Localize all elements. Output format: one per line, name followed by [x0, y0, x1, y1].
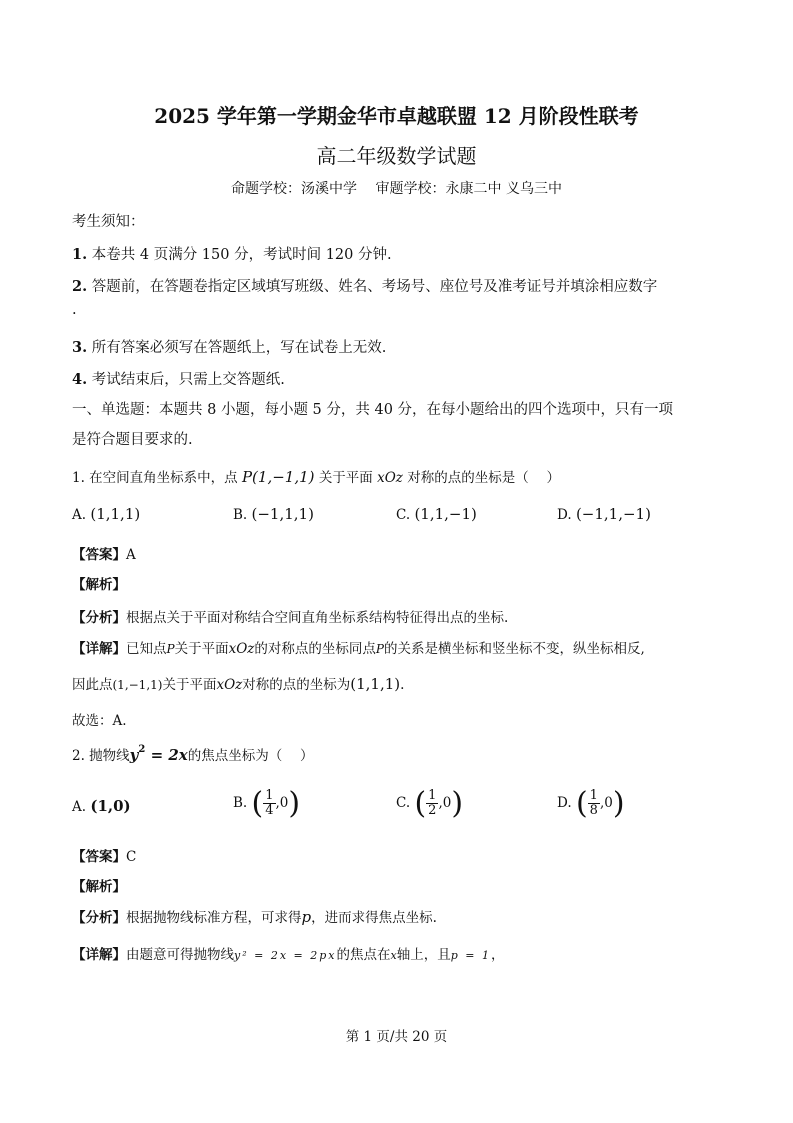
option-label: D. — [557, 507, 572, 523]
question-1-stem — [72, 466, 560, 486]
option-value: (1,0) — [90, 797, 131, 815]
text: 关于平面 — [162, 677, 217, 693]
numerator: 1 — [265, 788, 274, 803]
notice-number: 1. — [72, 246, 88, 263]
math-plane: xOz — [216, 677, 243, 693]
fenxi-tag: 【分析】 — [72, 910, 126, 926]
text: 因此点 — [72, 677, 113, 693]
q1-fenxi — [72, 606, 508, 626]
q2-analysis-tag: 【解析】 — [72, 879, 126, 895]
notice-item-1 — [72, 243, 392, 264]
q1-conclusion: 故选：A. — [72, 713, 127, 729]
option-value: (−1,1,−1) — [575, 505, 651, 523]
notice-item-2 — [72, 275, 657, 296]
school-info: 命题学校：汤溪中学 审题学校：永康二中 义乌三中 — [231, 181, 562, 197]
text: 的关系是横坐标和竖坐标不变，纵坐标相反, — [383, 641, 645, 657]
section-heading-line2: 是符合题目要求的. — [72, 432, 193, 448]
text: 的焦点在 — [336, 947, 391, 963]
text: 根据抛物线标准方程，可求得 — [126, 910, 302, 926]
option-label: A. — [72, 507, 87, 523]
option-label: A. — [72, 799, 87, 815]
notice-text: 所有答案必须写在答题纸上，写在试卷上无效. — [91, 340, 387, 356]
text: 关于平面 — [174, 641, 229, 657]
option-value: (1,1,−1) — [414, 505, 477, 523]
denominator: 2 — [428, 803, 437, 818]
fraction — [426, 789, 438, 818]
q1-option-a — [72, 505, 140, 523]
notice-number: 3. — [72, 339, 88, 356]
notice-text: 本卷共 4 页满分 150 分，考试时间 120 分钟. — [91, 247, 392, 263]
option-label: C. — [396, 795, 411, 811]
answer-value: C — [126, 849, 137, 865]
q2-xiangjie — [72, 943, 504, 963]
option-label: B. — [233, 507, 248, 523]
q1-plane: xOz — [377, 470, 403, 486]
question-2-stem — [72, 744, 314, 764]
q2-option-d — [557, 786, 625, 821]
notice-text: . — [72, 302, 77, 318]
option-label: D. — [557, 795, 572, 811]
notice-text: 考试结束后，只需上交答题纸. — [91, 372, 285, 388]
exam-title: 2025 学年第一学期金华市卓越联盟 12 月阶段性联考 — [154, 104, 639, 128]
q1-analysis-tag: 【解析】 — [72, 577, 126, 593]
text: ， — [490, 947, 505, 963]
text: . — [400, 677, 405, 693]
math-p: P — [166, 642, 175, 656]
fraction — [263, 789, 275, 818]
math-p: p — [301, 908, 312, 926]
q2-prefix: 2. 抛物线 — [72, 748, 130, 764]
q2-option-b — [233, 786, 300, 821]
option-tail: ,0 — [275, 795, 289, 811]
option-value: (−1,1,1) — [251, 505, 314, 523]
math-eq: y² = 2x = 2px — [234, 949, 337, 962]
q2-fenxi — [72, 906, 437, 926]
eq-exp: 2 — [138, 744, 146, 755]
fraction — [588, 789, 600, 818]
notice-text: 答题前，在答题卷指定区域填写班级、姓名、考场号、座位号及准考证号并填涂相应数字 — [91, 279, 658, 295]
text: 的对称点的坐标同点 — [254, 641, 376, 657]
paren-right: ) — [451, 786, 464, 821]
paren-left: ( — [414, 786, 427, 821]
q1-option-b — [233, 505, 314, 523]
denominator: 4 — [265, 803, 274, 818]
q2-answer — [72, 845, 136, 865]
text: 由题意可得抛物线 — [126, 947, 234, 963]
q2-option-a — [72, 797, 131, 815]
notice-heading: 考生须知： — [72, 214, 145, 230]
numerator: 1 — [589, 788, 598, 803]
q2-option-c — [396, 786, 463, 821]
answer-value: A — [126, 547, 136, 563]
math-result: (1,1,1) — [350, 675, 401, 693]
notice-item-3 — [72, 336, 386, 357]
answer-tag: 【答案】 — [72, 849, 126, 865]
paren-left: ( — [575, 786, 588, 821]
denominator: 8 — [589, 803, 598, 818]
exam-subtitle: 高二年级数学试题 — [316, 144, 477, 168]
q1-option-d — [557, 505, 651, 523]
notice-number: 4. — [72, 371, 88, 388]
q1-mid: 关于平面 — [318, 470, 373, 486]
option-tail: ,0 — [599, 795, 613, 811]
text: 已知点 — [126, 641, 167, 657]
text: ，进而求得焦点坐标. — [311, 910, 437, 926]
math-point: (1,−1,1) — [112, 678, 163, 692]
math-plane: xOz — [228, 641, 255, 657]
q1-option-c — [396, 505, 477, 523]
notice-number: 2. — [72, 278, 88, 295]
math-p: p = 1 — [450, 949, 491, 962]
math-p: P — [375, 642, 384, 656]
xiangjie-tag: 【详解】 — [72, 947, 126, 963]
text: 轴上，且 — [396, 947, 451, 963]
eq-y: y — [129, 746, 139, 764]
fenxi-tag: 【分析】 — [72, 610, 126, 626]
eq-rest: = 2x — [145, 746, 188, 764]
q1-point: P(1,−1,1) — [241, 468, 315, 486]
q1-xiangjie — [72, 637, 645, 657]
option-label: B. — [233, 795, 248, 811]
option-value: (1,1,1) — [90, 505, 141, 523]
xiangjie-tag: 【详解】 — [72, 641, 126, 657]
q1-xiangjie-line2 — [72, 673, 404, 693]
text: 对称的点的坐标为 — [242, 677, 351, 693]
paren-right: ) — [288, 786, 301, 821]
fenxi-text: 根据点关于平面对称结合空间直角坐标系结构特征得出点的坐标. — [126, 610, 509, 626]
answer-tag: 【答案】 — [72, 547, 126, 563]
numerator: 1 — [428, 788, 437, 803]
page-footer: 第 1 页/共 20 页 — [345, 1029, 448, 1045]
option-label: C. — [396, 507, 411, 523]
notice-item-4 — [72, 368, 285, 389]
paren-right: ) — [612, 786, 625, 821]
q1-prefix: 1. 在空间直角坐标系中，点 — [72, 470, 238, 486]
paren-left: ( — [251, 786, 264, 821]
notice-item-2-cont — [72, 302, 77, 318]
option-tail: ,0 — [438, 795, 452, 811]
q1-suffix: 对称的点的坐标是（ ） — [407, 470, 560, 486]
q1-answer — [72, 543, 136, 563]
section-heading-line1: 一、单选题：本题共 8 小题，每小题 5 分，共 40 分，在每小题给出的四个选项中，只有一项 — [72, 402, 674, 418]
math-x: x — [390, 949, 397, 962]
q2-suffix: 的焦点坐标为（ ） — [187, 748, 314, 764]
